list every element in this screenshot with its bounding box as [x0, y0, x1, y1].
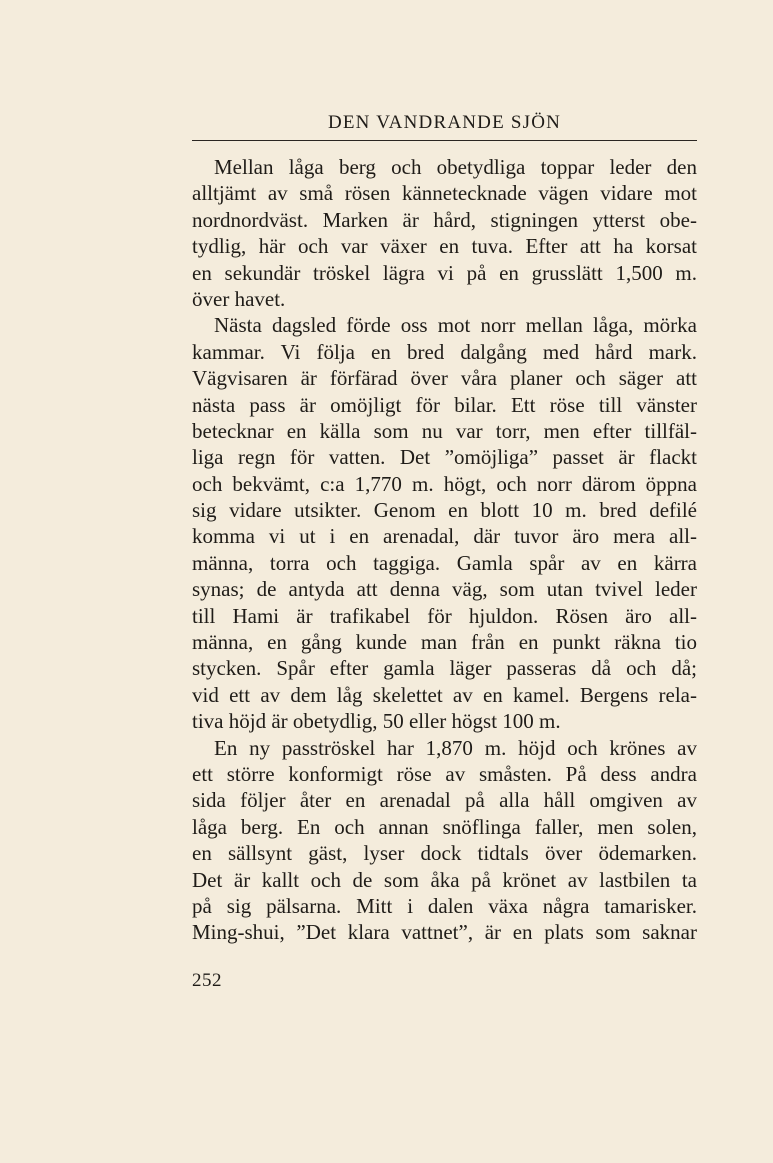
text-line: en sekundär tröskel lägra vi på en grusslätt 1,500 m. [192, 260, 697, 285]
page-number: 252 [192, 970, 222, 991]
text-line: nordnordväst. Marken är hård, stigningen ytterst obe- [192, 207, 697, 232]
text-line: stycken. Spår efter gamla läger passeras då och då; [192, 656, 697, 681]
text-line: synas; de antyda att denna väg, som utan tvivel leder [192, 577, 697, 602]
text-line: Vägvisaren är förfärad över våra planer och säger att [192, 366, 697, 391]
text-line: En ny pasströskel har 1,870 m. höjd och krönes av [214, 735, 697, 760]
text-line: Det är kallt och de som åka på krönet av lastbilen ta [192, 867, 697, 892]
text-line: en sällsynt gäst, lyser dock tidtals över ödemarken. [192, 841, 697, 866]
text-line: och bekvämt, c:a 1,770 m. högt, och norr därom öppna [192, 471, 697, 496]
text-line: Mellan låga berg och obetydliga toppar leder den [214, 155, 697, 179]
text-line: vid ett av dem låg skelettet av en kamel. Bergens rela- [192, 682, 697, 707]
text-line: alltjämt av små rösen kännetecknade vägen vidare mot [192, 181, 697, 206]
text-line: liga regn för vatten. Det ”omöjliga” passet är flackt [192, 445, 697, 470]
text-line: tiva höjd är obetydlig, 50 eller högst 100 m. [192, 709, 561, 734]
body-text [192, 154, 697, 946]
text-line: över havet. [192, 286, 286, 311]
text-line: Ming-shui, ”Det klara vattnet”, är en plats som saknar [192, 920, 697, 945]
running-head: DEN VANDRANDE SJÖN [327, 112, 562, 133]
text-line: på sig pälsarna. Mitt i dalen växa några tamarisker. [192, 893, 697, 918]
text-line: männa, en gång kunde man från en punkt räkna tio [192, 630, 697, 655]
header-rule [192, 140, 697, 141]
text-line: betecknar en källa som nu var torr, men efter tillfäl- [192, 418, 697, 443]
text-line: sida följer åter en arenadal på alla håll omgiven av [192, 788, 697, 813]
text-line: till Hami är trafikabel för hjuldon. Rösen äro all- [192, 603, 697, 628]
text-line: komma vi ut i en arenadal, där tuvor äro mera all- [192, 524, 697, 549]
text-line: tydlig, här och var växer en tuva. Efter att ha korsat [192, 234, 697, 259]
text-line: sig vidare utsikter. Genom en blott 10 m. bred defilé [192, 498, 697, 523]
text-line: kammar. Vi följa en bred dalgång med hård mark. [192, 339, 697, 364]
text-line: ett större konformigt röse av småsten. På dess andra [192, 761, 697, 786]
text-line: låga berg. En och annan snöflinga faller, men solen, [192, 814, 697, 839]
text-line: Nästa dagsled förde oss mot norr mellan låga, mörka [214, 313, 697, 338]
text-line: nästa pass är omöjligt för bilar. Ett röse till vänster [192, 392, 697, 417]
text-line: männa, torra och taggiga. Gamla spår av en kärra [192, 550, 697, 575]
